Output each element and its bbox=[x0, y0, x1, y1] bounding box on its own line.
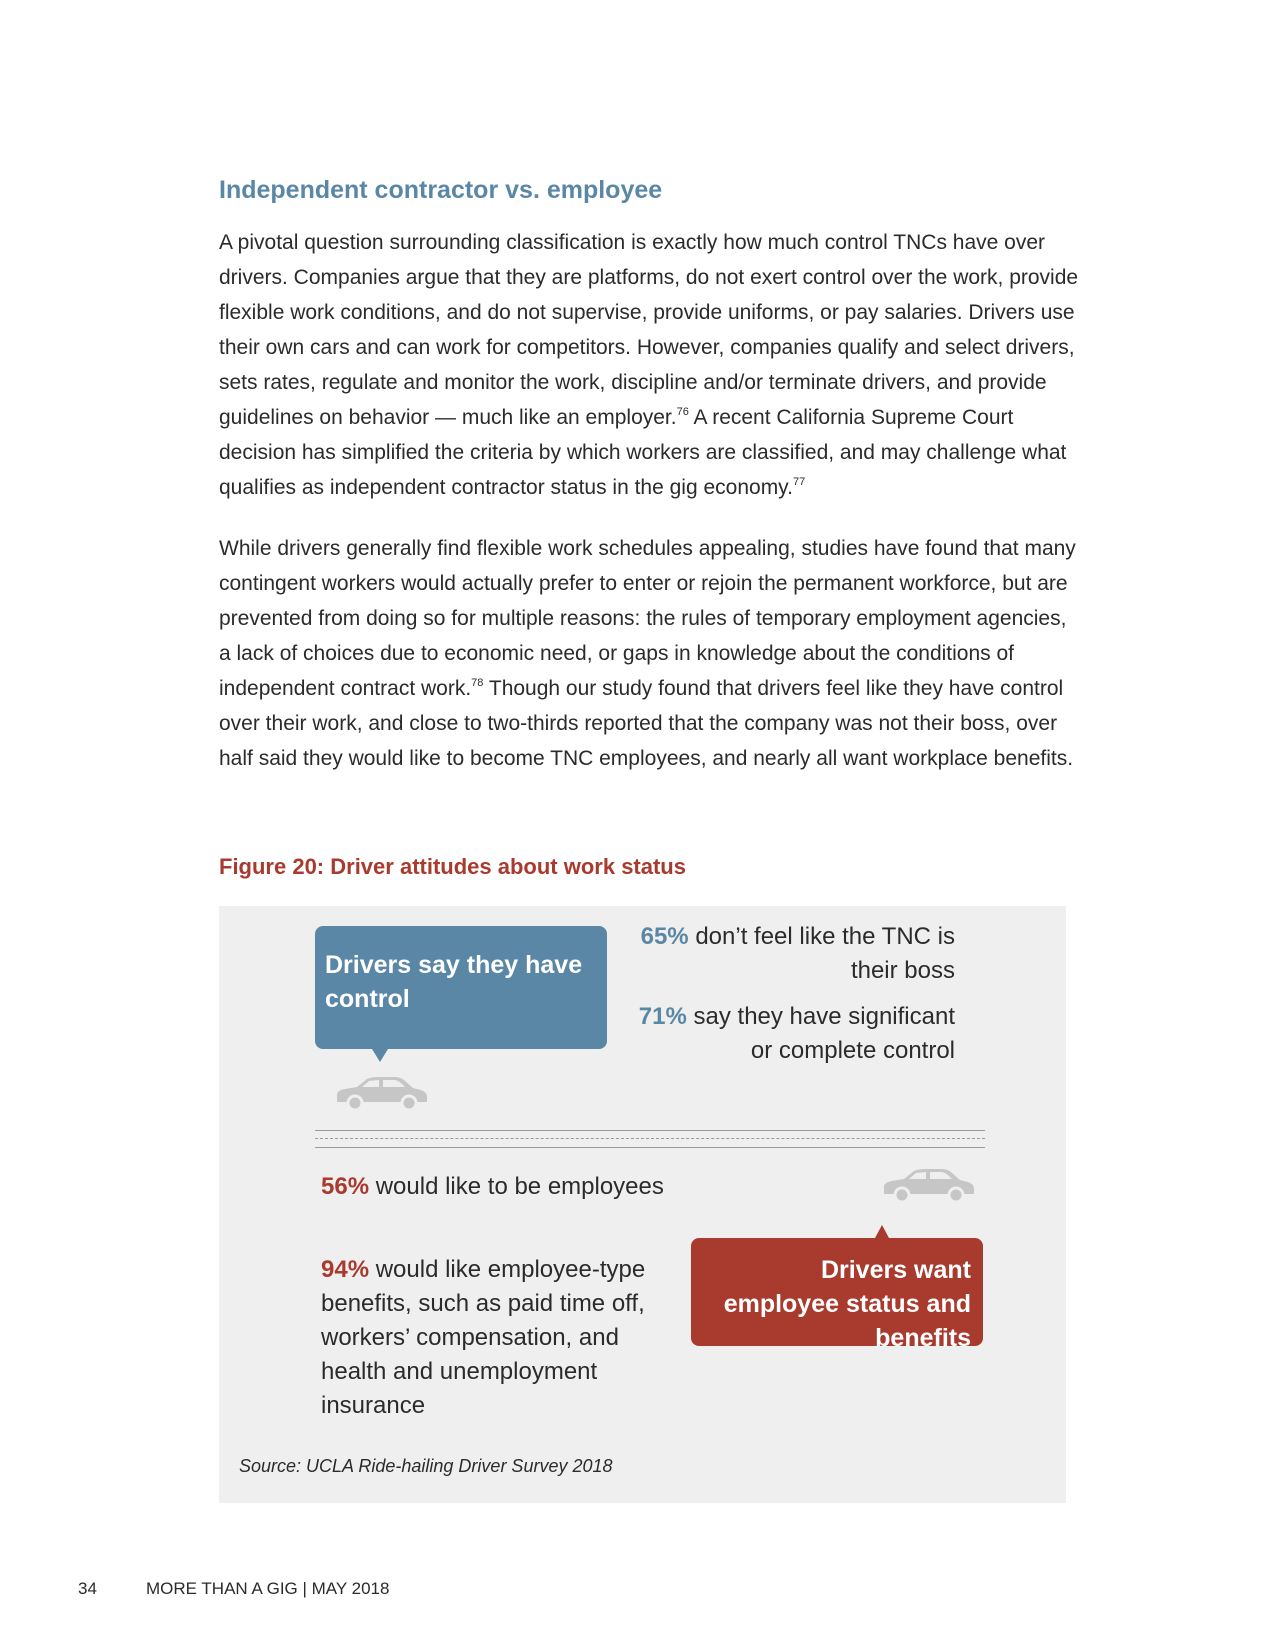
road-lane-marking bbox=[315, 1138, 985, 1139]
figure-source: Source: UCLA Ride-hailing Driver Survey 2018 bbox=[239, 1456, 613, 1476]
stat-text: don’t feel like the TNC is their boss bbox=[688, 923, 955, 984]
stat-percentage: 71% bbox=[638, 1003, 687, 1030]
paragraph-text: A recent California Supreme Court decision has simplified the criteria by which workers are classified, and may challenge what qualifies as independent contractor status in the gig economy. bbox=[219, 406, 1067, 499]
paragraph-preferences bbox=[219, 531, 1079, 776]
paragraph-classification bbox=[219, 225, 1079, 505]
footnote-ref[interactable]: 76 bbox=[676, 406, 689, 418]
stat-percentage: 94% bbox=[321, 1256, 370, 1283]
car-icon bbox=[333, 1074, 429, 1112]
stat-benefits bbox=[321, 1253, 671, 1423]
road-divider bbox=[315, 1130, 985, 1148]
paragraph-text: While drivers generally find flexible work schedules appealing, studies have found that many contingent workers would actually prefer to enter or rejoin the permanent workforce, but are prevented from doing so for multiple reasons: the rules of temporary employment agencies, a lack of choices due to economic need, or gaps in knowledge about the conditions of independent contract work. bbox=[219, 537, 1076, 700]
footnote-ref[interactable]: 78 bbox=[471, 677, 484, 689]
paragraph-text: Though our study found that drivers feel like they have control over their work, and close to two-thirds reported that the company was not their boss, over half said they would like to become TNC employees, and nearly all want workplace benefits. bbox=[219, 677, 1074, 770]
stat-text: say they have significant or complete control bbox=[686, 1003, 955, 1064]
footer-title: MORE THAN A GIG | MAY 2018 bbox=[146, 1579, 390, 1598]
stat-text: would like to be employees bbox=[369, 1173, 664, 1200]
stat-boss bbox=[625, 920, 955, 988]
page-number: 34 bbox=[78, 1579, 97, 1598]
stat-employees bbox=[321, 1170, 671, 1204]
paragraph-text: A pivotal question surrounding classification is exactly how much control TNCs have over drivers. Companies argue that they are platforms, do not exert control over the work, provide flexible work conditions, and do not supervise, provide uniforms, or pay salaries. Drivers use their own cars and can work for competitors. However, companies qualify and select drivers, sets rates, regulate and monitor the work, discipline and/or terminate drivers, and provide guidelines on behavior — much like an employer. bbox=[219, 231, 1079, 429]
stat-percentage: 65% bbox=[640, 923, 689, 950]
car-icon bbox=[880, 1166, 976, 1204]
stat-percentage: 56% bbox=[321, 1173, 370, 1200]
control-speech-bubble: Drivers say they have control bbox=[315, 926, 607, 1049]
stat-text: would like employee-type benefits, such as paid time off, workers’ compensation, and health and unemployment insurance bbox=[321, 1256, 646, 1419]
stat-control bbox=[625, 1000, 955, 1068]
section-heading: Independent contractor vs. employee bbox=[219, 176, 663, 204]
figure-panel bbox=[219, 906, 1066, 1503]
figure-title: Figure 20: Driver attitudes about work status bbox=[219, 854, 686, 879]
footnote-ref[interactable]: 77 bbox=[792, 476, 806, 488]
employee-speech-bubble: Drivers want employee status and benefits bbox=[691, 1238, 983, 1346]
